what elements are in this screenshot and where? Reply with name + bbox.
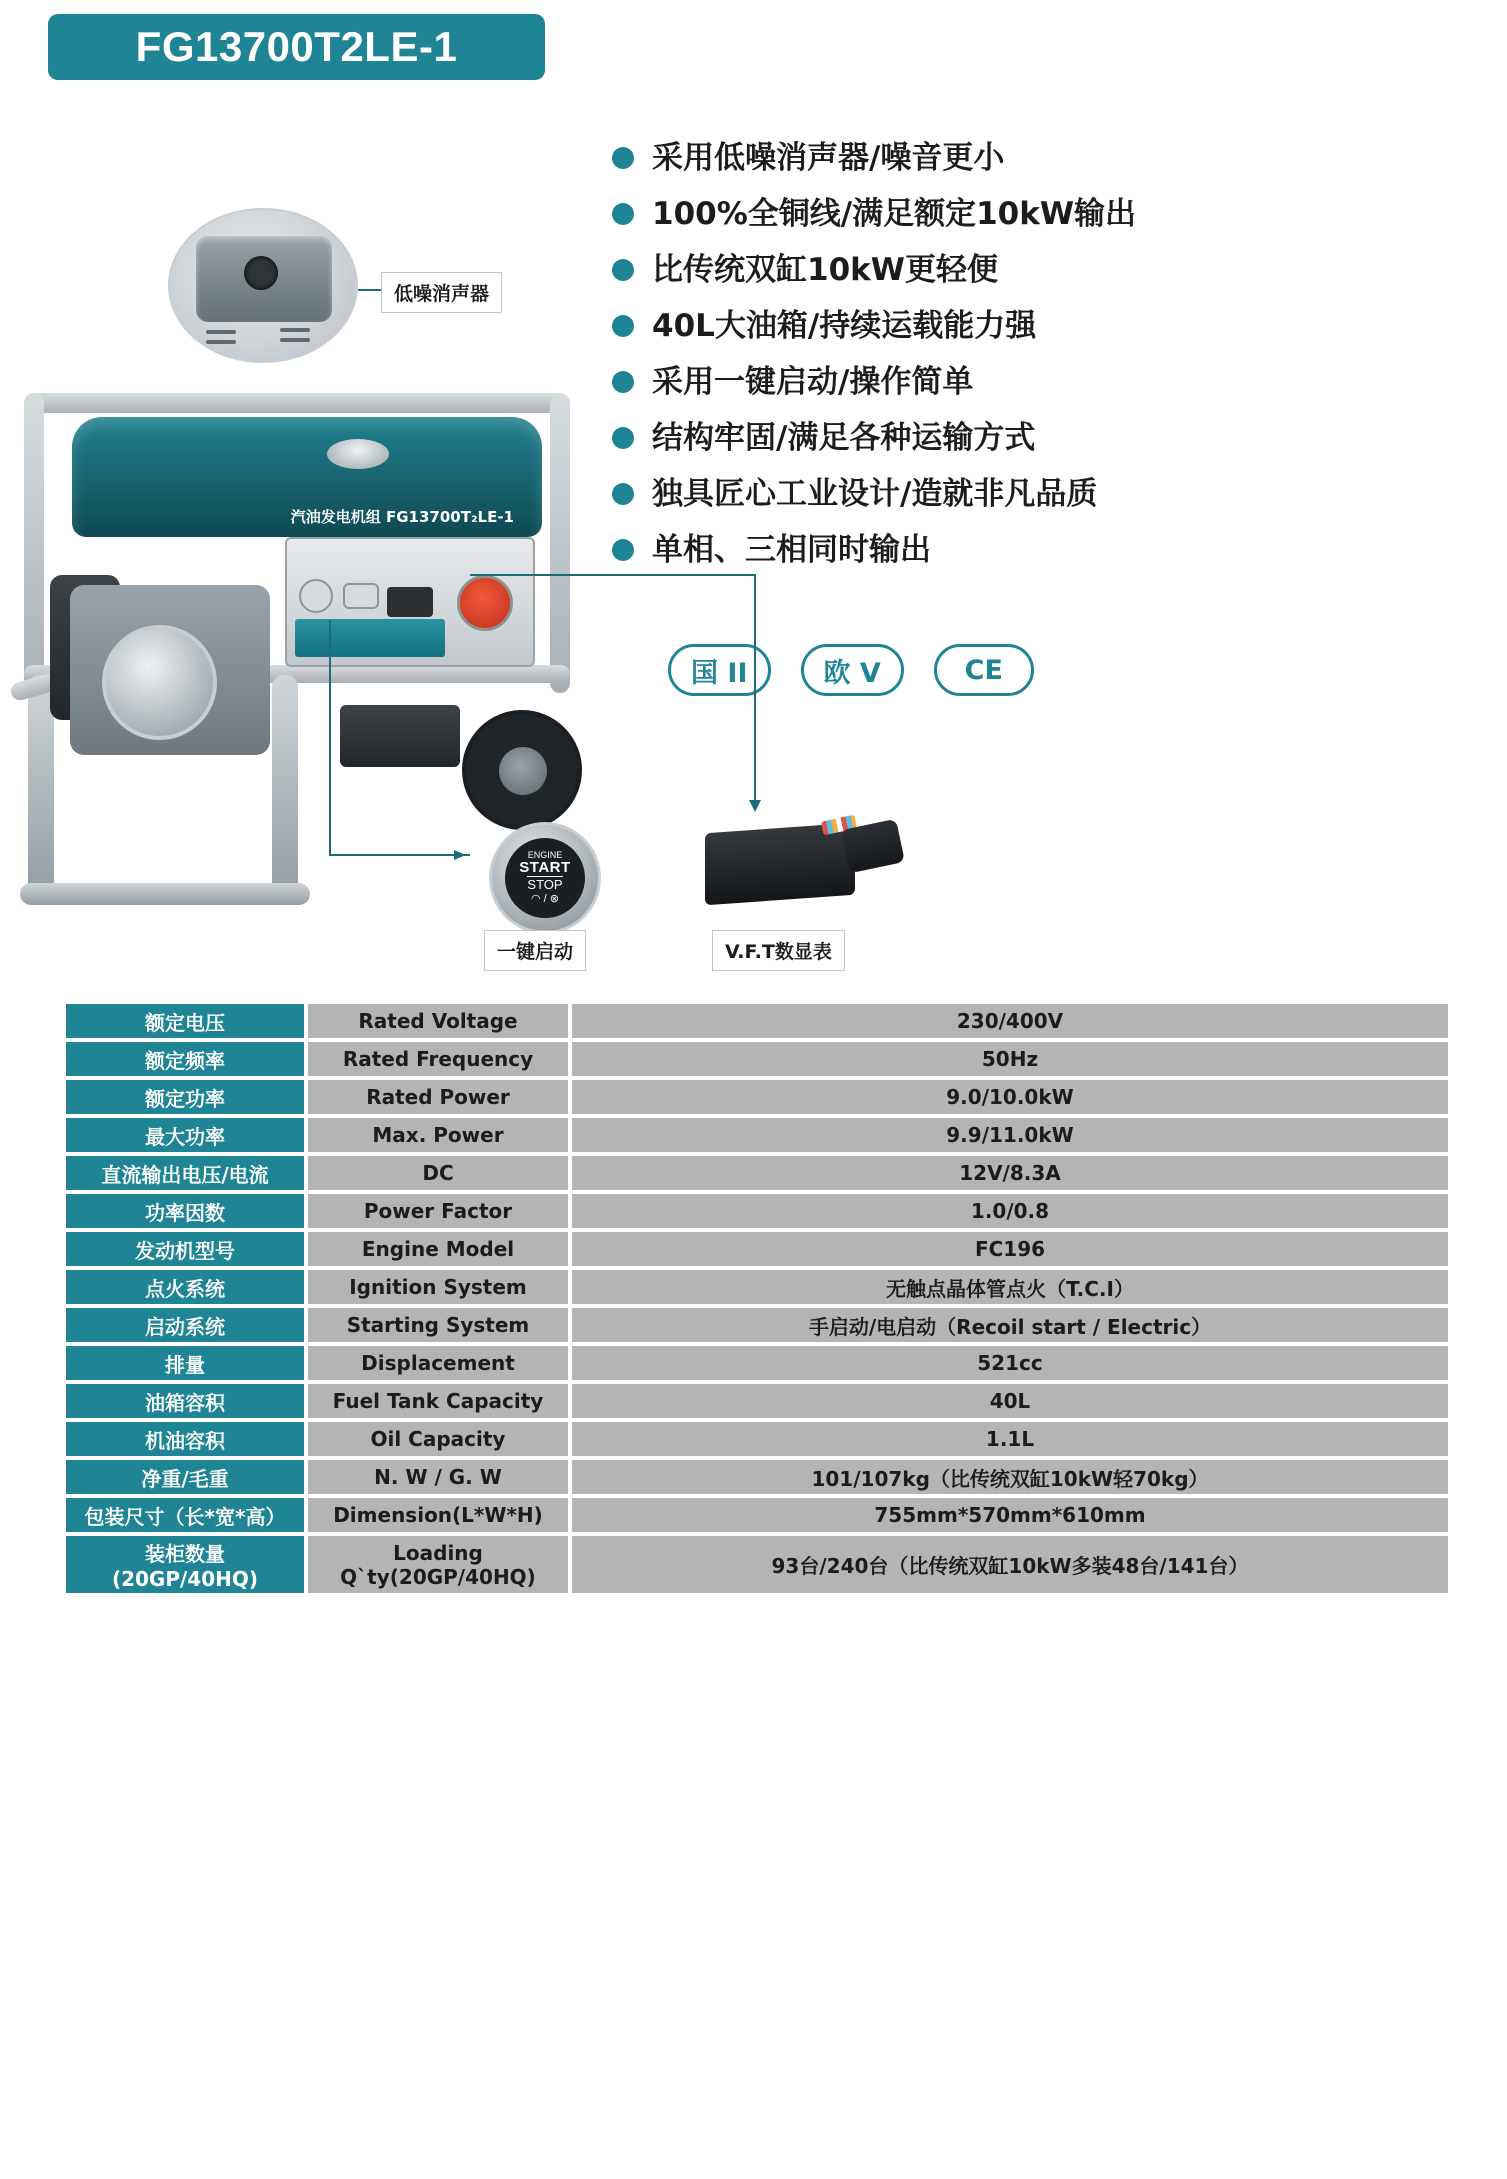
list-item: [612, 306, 1492, 346]
spec-value: 101/107kg（比传统双缸10kW轻70kg）: [572, 1460, 1448, 1494]
start-label-start: START: [519, 859, 571, 877]
list-item: [612, 418, 1492, 458]
spec-label-cn: 功率因数: [66, 1194, 304, 1228]
spec-value: 1.1L: [572, 1422, 1448, 1456]
table-row: [66, 1270, 1448, 1304]
spec-label-cn: 机油容积: [66, 1422, 304, 1456]
table-row: [66, 1498, 1448, 1532]
start-label-engine: ENGINE: [527, 849, 563, 860]
feature-label: 比传统双缸10kW更轻便: [652, 252, 998, 288]
table-row: [66, 1384, 1448, 1418]
table-row: [66, 1042, 1448, 1076]
spec-value: 手启动/电启动（Recoil start / Electric）: [572, 1308, 1448, 1342]
fuel-cap-icon: [327, 439, 389, 469]
spec-value: 1.0/0.8: [572, 1194, 1448, 1228]
status-badge: 欧 V: [801, 644, 904, 696]
spec-value: 40L: [572, 1384, 1448, 1418]
spec-value: 93台/240台（比传统双缸10kW多装48台/141台）: [572, 1536, 1448, 1593]
spec-label-cn: 最大功率: [66, 1118, 304, 1152]
spec-label-en: Oil Capacity: [308, 1422, 568, 1456]
spec-label-cn: 额定电压: [66, 1004, 304, 1038]
feature-label: 100%全铜线/满足额定10kW输出: [652, 196, 1137, 232]
bullet-icon: [612, 539, 634, 561]
spec-value: 9.0/10.0kW: [572, 1080, 1448, 1114]
spec-label-en: Loading Q`ty(20GP/40HQ): [308, 1536, 568, 1593]
vft-meter-image: [705, 823, 855, 905]
outlet-socket: [343, 583, 379, 609]
spec-label-en: Rated Frequency: [308, 1042, 568, 1076]
spec-label-cn: 装柜数量(20GP/40HQ): [66, 1536, 304, 1593]
bullet-icon: [612, 203, 634, 225]
bullet-icon: [612, 483, 634, 505]
wheel-icon: [462, 710, 582, 830]
page-title: FG13700T2LE-1: [135, 23, 458, 70]
spec-value: FC196: [572, 1232, 1448, 1266]
start-label-stop: STOP: [527, 877, 563, 892]
muffler-image: [196, 236, 332, 322]
table-row: [66, 1194, 1448, 1228]
product-title-bar: [48, 14, 545, 80]
spec-value: 12V/8.3A: [572, 1156, 1448, 1190]
table-row: [66, 1118, 1448, 1152]
spec-value: 230/400V: [572, 1004, 1448, 1038]
spec-value: 521cc: [572, 1346, 1448, 1380]
muffler-detail-inset: [168, 208, 358, 363]
unit-label: 汽油发电机组 FG13700T₂LE-1: [290, 508, 514, 526]
start-icon: ◠ / ⊗: [531, 892, 559, 905]
spec-value: 50Hz: [572, 1042, 1448, 1076]
spec-value: 9.9/11.0kW: [572, 1118, 1448, 1152]
status-badge: CE: [934, 644, 1034, 696]
list-item: [612, 250, 1492, 290]
table-row: [66, 1232, 1448, 1266]
spec-label-en: Power Factor: [308, 1194, 568, 1228]
spec-label-cn: 启动系统: [66, 1308, 304, 1342]
battery-box: [340, 705, 460, 767]
bullet-icon: [612, 259, 634, 281]
list-item: [612, 194, 1492, 234]
list-item: [612, 474, 1492, 514]
bullet-icon: [612, 315, 634, 337]
spec-label-en: N. W / G. W: [308, 1460, 568, 1494]
spec-label-en: Displacement: [308, 1346, 568, 1380]
feature-label: 结构牢固/满足各种运输方式: [652, 420, 1036, 456]
start-button-face: [505, 838, 585, 918]
spec-label-cn: 发动机型号: [66, 1232, 304, 1266]
table-row: [66, 1536, 1448, 1593]
bullet-icon: [612, 147, 634, 169]
bullet-icon: [612, 427, 634, 449]
table-row: [66, 1080, 1448, 1114]
table-row: [66, 1308, 1448, 1342]
status-badge: 国 II: [668, 644, 771, 696]
circuit-breaker: [387, 587, 433, 617]
spec-label-cn: 点火系统: [66, 1270, 304, 1304]
specification-table: [62, 1000, 1452, 1597]
spec-label-en: Max. Power: [308, 1118, 568, 1152]
spec-label-en: Fuel Tank Capacity: [308, 1384, 568, 1418]
spec-label-cn: 额定频率: [66, 1042, 304, 1076]
spec-label-en: DC: [308, 1156, 568, 1190]
callout-start-button: 一键启动: [484, 930, 586, 971]
callout-vft-meter: V.F.T数显表: [712, 930, 845, 971]
spec-label-en: Starting System: [308, 1308, 568, 1342]
table-row: [66, 1004, 1448, 1038]
feature-list: [612, 138, 1492, 586]
table-row: [66, 1156, 1448, 1190]
control-panel: [285, 537, 535, 667]
table-row: [66, 1346, 1448, 1380]
feature-label: 单相、三相同时输出: [652, 532, 931, 568]
spec-table-body: [66, 1004, 1448, 1593]
spec-label-en: Ignition System: [308, 1270, 568, 1304]
bullet-icon: [612, 371, 634, 393]
spec-label-cn: 包装尺寸（长*宽*高）: [66, 1498, 304, 1532]
callout-muffler: 低噪消声器: [381, 272, 502, 313]
spec-value: 无触点晶体管点火（T.C.I）: [572, 1270, 1448, 1304]
spec-label-cn: 直流输出电压/电流: [66, 1156, 304, 1190]
list-item: [612, 530, 1492, 570]
one-key-start-button[interactable]: [489, 822, 601, 934]
spec-label-en: Rated Voltage: [308, 1004, 568, 1038]
spec-label-en: Engine Model: [308, 1232, 568, 1266]
three-phase-socket: [457, 575, 513, 631]
feature-label: 40L大油箱/持续运载能力强: [652, 308, 1037, 344]
list-item: [612, 138, 1492, 178]
certification-badges: [668, 644, 1034, 696]
spec-label-cn: 净重/毛重: [66, 1460, 304, 1494]
fuel-tank: [72, 417, 542, 537]
rating-label: [295, 619, 445, 657]
outlet-socket: [299, 579, 333, 613]
feature-label: 采用一键启动/操作简单: [652, 364, 974, 400]
feature-label: 独具匠心工业设计/造就非凡品质: [652, 476, 1098, 512]
list-item: [612, 362, 1492, 402]
table-row: [66, 1422, 1448, 1456]
table-row: [66, 1460, 1448, 1494]
spec-label-cn: 油箱容积: [66, 1384, 304, 1418]
recoil-starter: [102, 625, 217, 740]
spec-value: 755mm*570mm*610mm: [572, 1498, 1448, 1532]
spec-label-cn: 排量: [66, 1346, 304, 1380]
spec-label-en: Dimension(L*W*H): [308, 1498, 568, 1532]
spec-label-cn: 额定功率: [66, 1080, 304, 1114]
feature-label: 采用低噪消声器/噪音更小: [652, 140, 1005, 176]
spec-label-en: Rated Power: [308, 1080, 568, 1114]
